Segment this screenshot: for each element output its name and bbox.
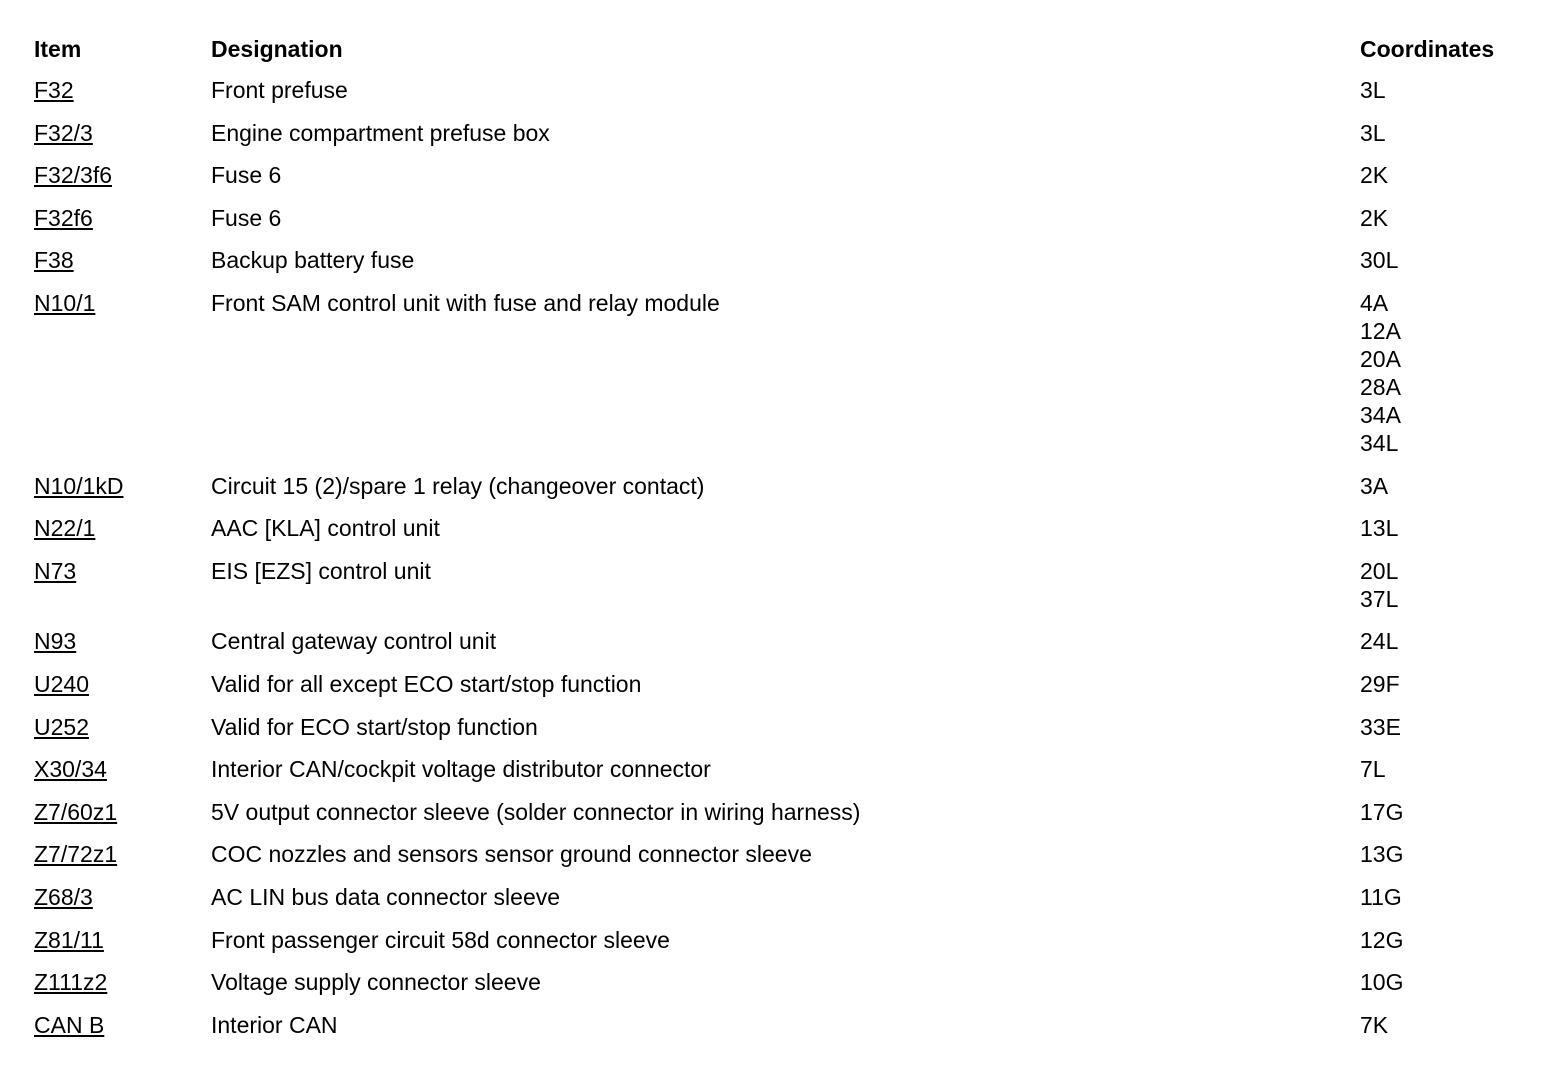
item-link[interactable]: X30/34 — [34, 756, 107, 783]
item-link[interactable]: U252 — [34, 713, 89, 740]
coordinates-cell — [1360, 289, 1401, 457]
coordinate-value: 20L — [1360, 557, 1399, 584]
item-link[interactable]: Z111z2 — [34, 969, 108, 996]
coordinates-cell — [1360, 119, 1386, 147]
item-link[interactable]: Z7/72z1 — [34, 841, 118, 868]
designation-cell: Fuse 6 — [211, 204, 282, 231]
coordinate-value: 12A — [1360, 318, 1401, 344]
item-link[interactable]: N10/1 — [34, 290, 96, 316]
designation-cell: Valid for all except ECO start/stop function — [211, 671, 642, 697]
coordinates-cell — [1360, 557, 1398, 613]
coordinate-value: 13G — [1360, 841, 1404, 868]
legend-table — [34, 34, 1534, 1038]
designation-cell: Interior CAN/cockpit voltage distributor connector — [211, 756, 711, 783]
coordinates-cell — [1360, 514, 1398, 542]
designation-cell: Valid for ECO start/stop function — [211, 713, 538, 740]
coordinate-value: 30L — [1360, 247, 1399, 274]
item-link[interactable]: Z81/11 — [34, 926, 104, 953]
coordinate-value: 13L — [1360, 515, 1399, 542]
designation-cell: Voltage supply connector sleeve — [211, 969, 541, 996]
coordinates-cell — [1360, 968, 1403, 996]
designation-cell: Central gateway control unit — [211, 628, 497, 655]
coordinates-cell — [1360, 161, 1388, 189]
designation-cell: EIS [EZS] control unit — [211, 557, 431, 584]
coordinate-value: 7K — [1360, 1011, 1389, 1038]
designation-cell: Circuit 15 (2)/spare 1 relay (changeover contact) — [211, 472, 705, 499]
coordinates-cell — [1360, 926, 1403, 954]
coordinate-value: 7L — [1360, 756, 1386, 783]
coordinate-value: 20A — [1360, 346, 1401, 372]
coordinate-value: 3A — [1360, 472, 1389, 499]
coordinate-value: 34A — [1360, 402, 1401, 428]
designation-cell: Front SAM control unit with fuse and relay module — [211, 290, 720, 316]
item-column-header: Item — [34, 36, 82, 62]
coordinate-value: 3L — [1360, 119, 1386, 146]
designation-cell: Interior CAN — [211, 1011, 338, 1038]
item-link[interactable]: F32/3 — [34, 119, 93, 146]
item-link[interactable]: F38 — [34, 247, 74, 274]
designation-cell: Fuse 6 — [211, 162, 282, 189]
coordinates-cell — [1360, 840, 1403, 868]
coordinate-value: 3L — [1360, 77, 1386, 103]
coordinates-cell — [1360, 883, 1402, 911]
item-link[interactable]: Z7/60z1 — [34, 798, 118, 825]
coordinates-cell — [1360, 670, 1400, 698]
coordinates-cell — [1360, 755, 1386, 783]
coordinate-value: 37L — [1360, 585, 1399, 612]
coordinates-column-header: Coordinates — [1360, 36, 1495, 62]
coordinate-value: 4A — [1360, 290, 1389, 316]
item-link[interactable]: N93 — [34, 628, 77, 655]
item-link[interactable]: Z68/3 — [34, 884, 93, 910]
designation-cell: Backup battery fuse — [211, 247, 415, 274]
header-row — [34, 34, 1534, 64]
coordinates-cell — [1360, 204, 1388, 232]
coordinate-value: 2K — [1360, 162, 1389, 189]
coordinate-value: 34L — [1360, 430, 1399, 456]
item-link[interactable]: F32 — [34, 77, 74, 103]
designation-cell: AAC [KLA] control unit — [211, 515, 440, 542]
coordinate-value: 29F — [1360, 671, 1400, 697]
item-link[interactable]: N22/1 — [34, 515, 96, 542]
designation-cell: AC LIN bus data connector sleeve — [211, 884, 561, 910]
coordinate-value: 33E — [1360, 713, 1401, 740]
item-link[interactable]: CAN B — [34, 1011, 105, 1038]
item-link[interactable]: N10/1kD — [34, 472, 124, 499]
coordinates-cell — [1360, 76, 1386, 104]
coordinates-cell — [1360, 713, 1401, 741]
item-link[interactable]: U240 — [34, 671, 89, 697]
coordinates-cell — [1360, 472, 1388, 500]
coordinates-cell — [1360, 246, 1398, 274]
coordinate-value: 2K — [1360, 204, 1389, 231]
designation-column-header: Designation — [211, 36, 343, 62]
coordinates-cell — [1360, 1011, 1388, 1039]
coordinate-value: 28A — [1360, 374, 1401, 400]
designation-cell: COC nozzles and sensors sensor ground connector sleeve — [211, 841, 812, 868]
designation-cell: Front passenger circuit 58d connector sleeve — [211, 926, 670, 953]
coordinates-cell — [1360, 798, 1403, 826]
item-link[interactable]: F32f6 — [34, 204, 93, 231]
designation-cell: Front prefuse — [211, 77, 348, 103]
coordinate-value: 11G — [1360, 884, 1402, 910]
designation-cell: Engine compartment prefuse box — [211, 119, 550, 146]
coordinate-value: 24L — [1360, 628, 1399, 655]
designation-cell: 5V output connector sleeve (solder connector in wiring harness) — [211, 798, 861, 825]
coordinate-value: 10G — [1360, 969, 1404, 996]
item-link[interactable]: N73 — [34, 557, 77, 584]
coordinate-value: 12G — [1360, 926, 1404, 953]
coordinates-cell — [1360, 627, 1398, 655]
coordinate-value: 17G — [1360, 798, 1404, 825]
item-link[interactable]: F32/3f6 — [34, 162, 112, 189]
